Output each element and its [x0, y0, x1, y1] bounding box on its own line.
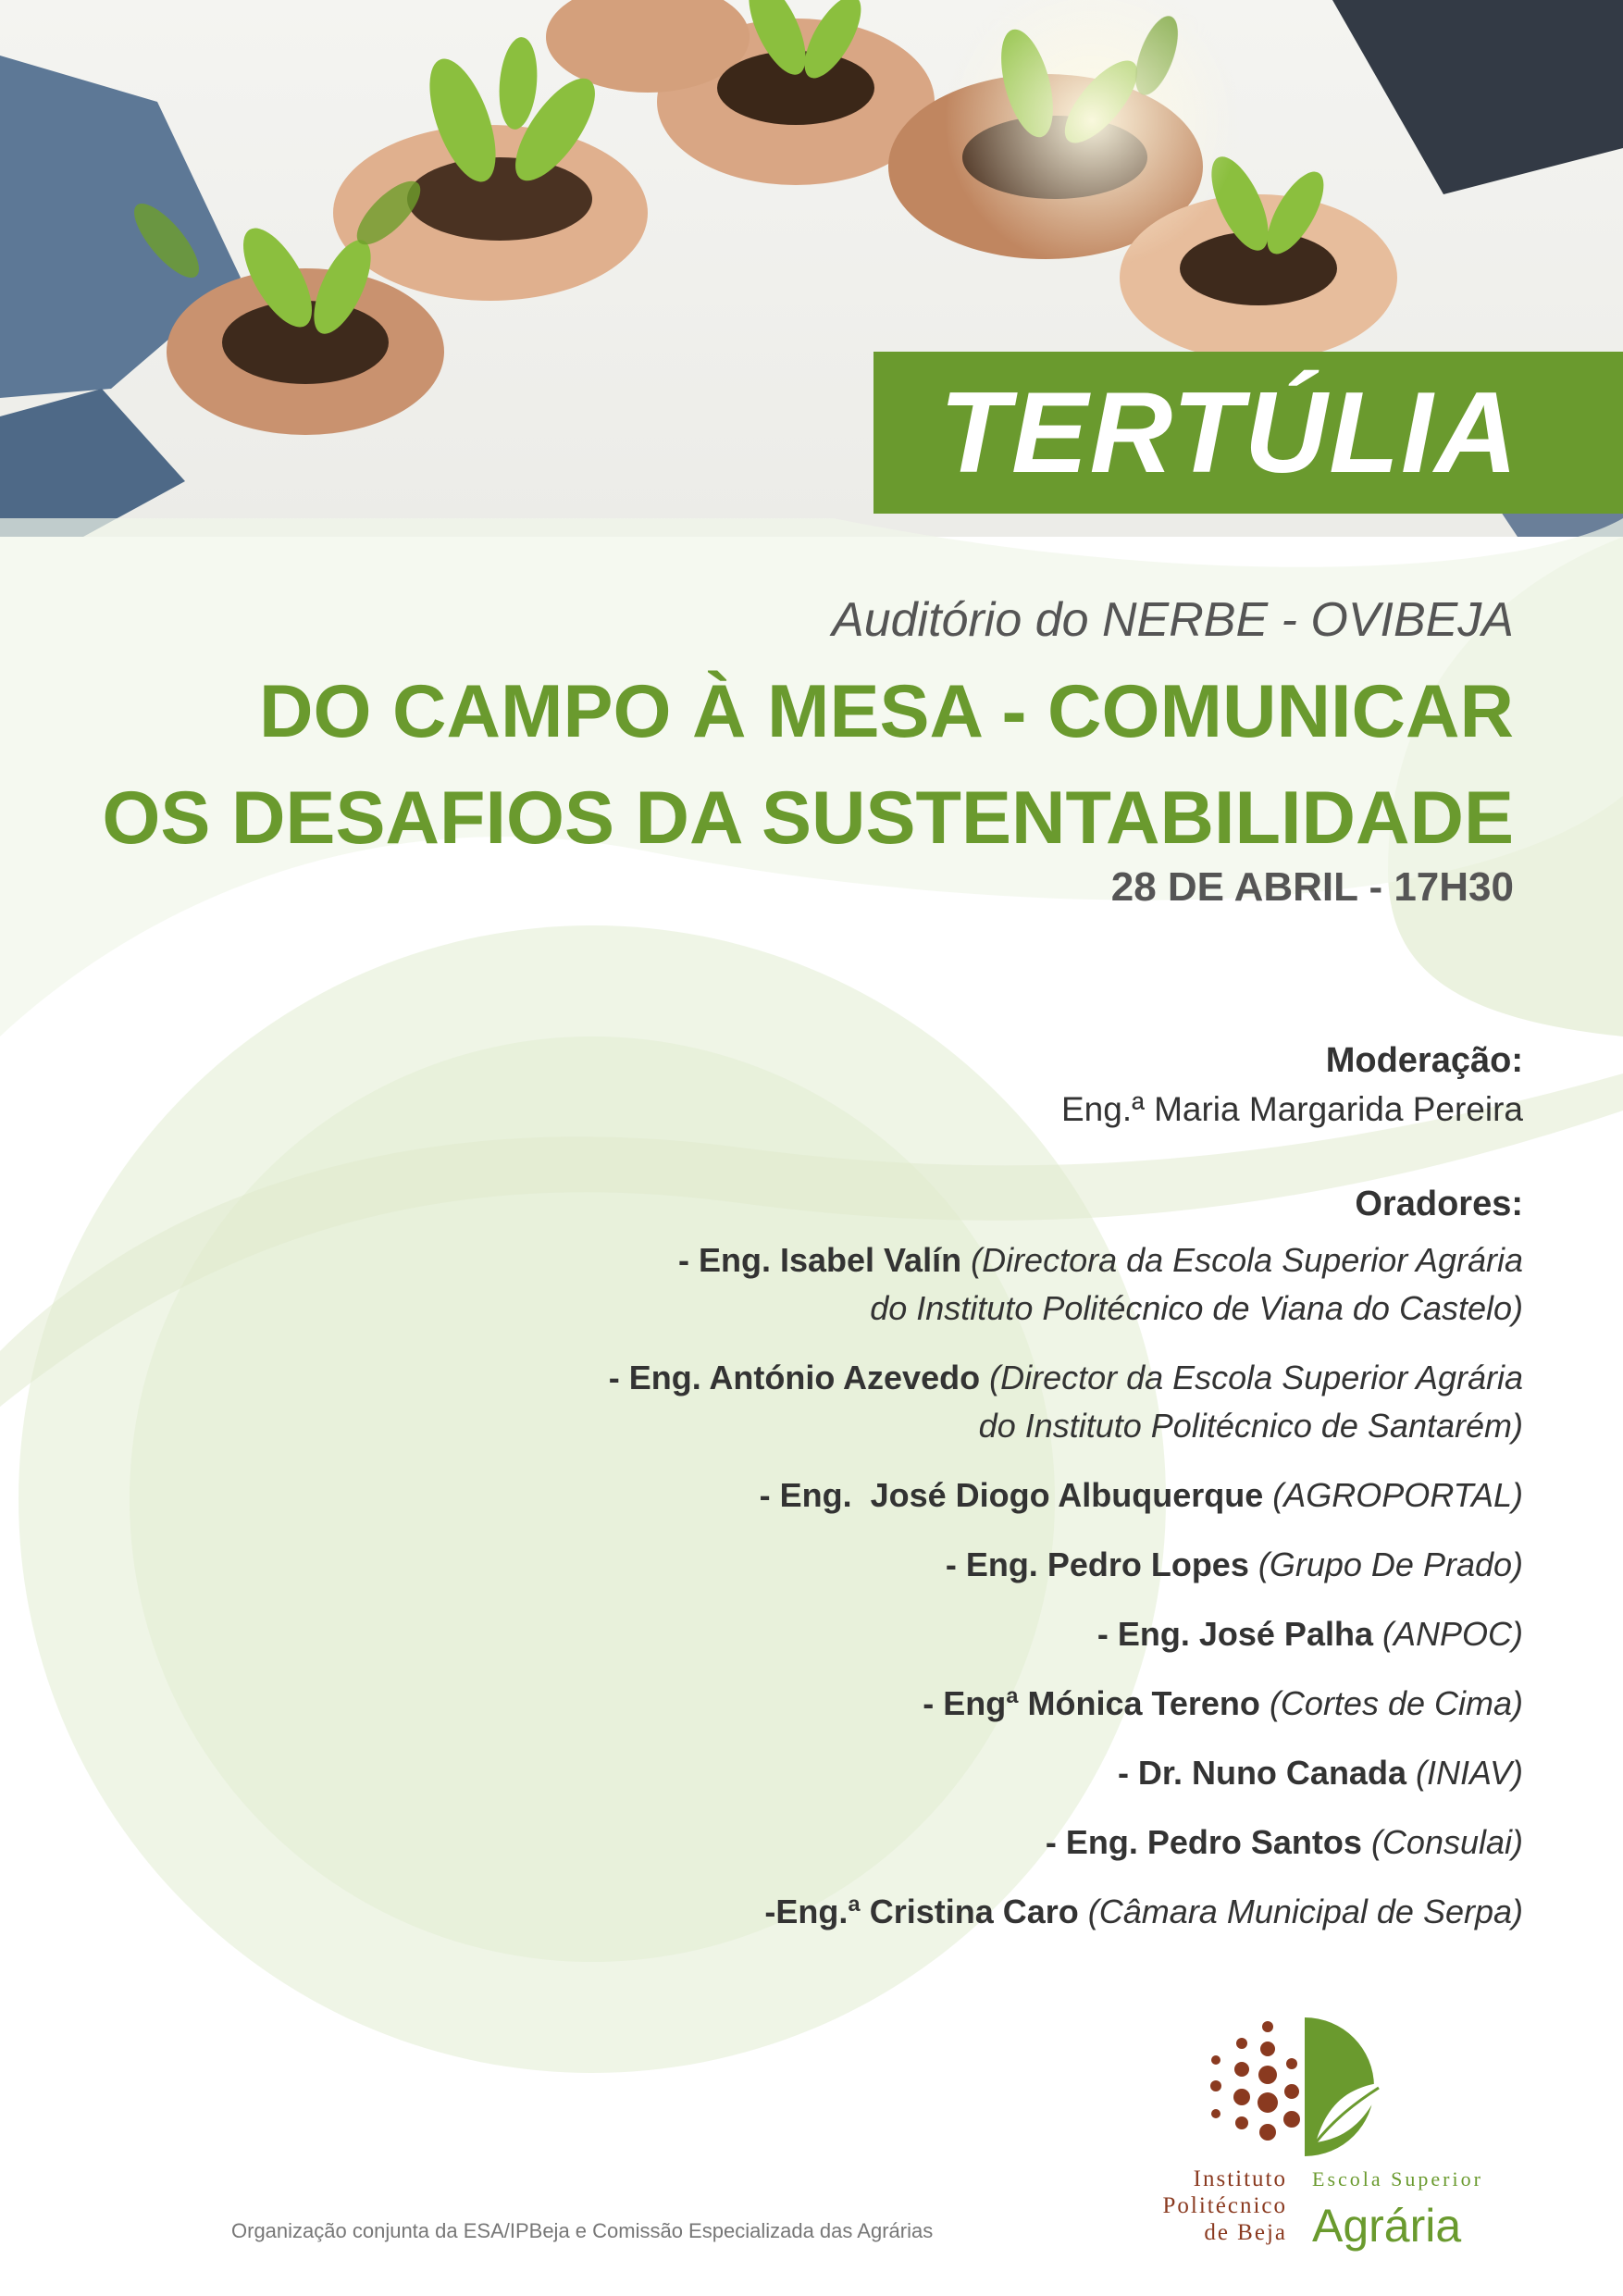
event-title-line1: DO CAMPO À MESA - COMUNICAR	[259, 670, 1514, 753]
speaker-affiliation: (Consulai)	[1370, 1823, 1523, 1861]
logo-ipb-line: de Beja	[1204, 2220, 1287, 2245]
hero-photo	[0, 0, 1623, 537]
speaker-item	[320, 1680, 1523, 1728]
speaker-affiliation: (Directora da Escola Superior Agrária	[971, 1241, 1523, 1279]
logo-esa-small: Escola Superior	[1312, 2167, 1483, 2191]
speaker-name: - Engª Mónica Tereno	[923, 1684, 1260, 1722]
banner-label: TERTÚLIA	[939, 368, 1519, 497]
event-datetime: 28 DE ABRIL - 17H30	[1110, 864, 1514, 910]
logo-ipb-line: Politécnico	[1162, 2193, 1287, 2218]
speaker-affiliation: (Cortes de Cima)	[1269, 1684, 1523, 1722]
speaker-item	[320, 1354, 1523, 1450]
speaker-item	[320, 1749, 1523, 1797]
organization-note: Organização conjunta da ESA/IPBeja e Comissão Especializada das Agrárias	[231, 2219, 934, 2242]
logo-dots-leaf-emblem	[1120, 2017, 1527, 2166]
speaker-affiliation: (Câmara Municipal de Serpa)	[1087, 1893, 1523, 1930]
speaker-item	[320, 1888, 1523, 1936]
speakers-list	[320, 1236, 1523, 1957]
speaker-name: - Eng. Pedro Lopes	[945, 1545, 1249, 1583]
speaker-item	[320, 1541, 1523, 1589]
speaker-affiliation: (AGROPORTAL)	[1272, 1476, 1523, 1514]
speaker-name: - Eng. José Diogo Albuquerque	[759, 1476, 1264, 1514]
speaker-item	[320, 1471, 1523, 1520]
speaker-item	[320, 1236, 1523, 1333]
event-venue: Auditório do NERBE - OVIBEJA	[832, 593, 1514, 647]
speaker-name: - Dr. Nuno Canada	[1117, 1754, 1406, 1792]
speaker-item	[320, 1818, 1523, 1867]
logo-esa-big: Agrária	[1312, 2200, 1462, 2252]
speaker-name: - Eng. Pedro Santos	[1045, 1823, 1362, 1861]
speaker-name: - Eng. Isabel Valín	[677, 1241, 962, 1279]
speaker-affiliation-cont: do Instituto Politécnico de Santarém)	[978, 1407, 1523, 1445]
moderation-heading: Moderação:	[1325, 1041, 1523, 1080]
speakers-heading: Oradores:	[1355, 1185, 1523, 1223]
speaker-affiliation: (Director da Escola Superior Agrária	[989, 1359, 1523, 1396]
event-title-line2: OS DESAFIOS DA SUSTENTABILIDADE	[102, 776, 1514, 860]
event-title	[0, 659, 1514, 872]
speaker-item	[320, 1610, 1523, 1658]
speaker-affiliation-cont: do Instituto Politécnico de Viana do Castelo)	[870, 1289, 1523, 1327]
logo-ipb-line: Instituto	[1193, 2166, 1287, 2191]
speaker-affiliation: (ANPOC)	[1382, 1615, 1523, 1653]
moderator-name: Eng.ª Maria Margarida Pereira	[1060, 1090, 1523, 1128]
logo-ipb-wordmark	[1118, 2166, 1287, 2246]
title-banner	[873, 352, 1623, 514]
speaker-name: - Eng. António Azevedo	[608, 1359, 981, 1396]
speaker-affiliation: (Grupo De Prado)	[1258, 1545, 1523, 1583]
speaker-name: - Eng. José Palha	[1096, 1615, 1373, 1653]
speaker-affiliation: (INIAV)	[1415, 1754, 1523, 1792]
speaker-name: -Eng.ª Cristina Caro	[764, 1893, 1079, 1930]
